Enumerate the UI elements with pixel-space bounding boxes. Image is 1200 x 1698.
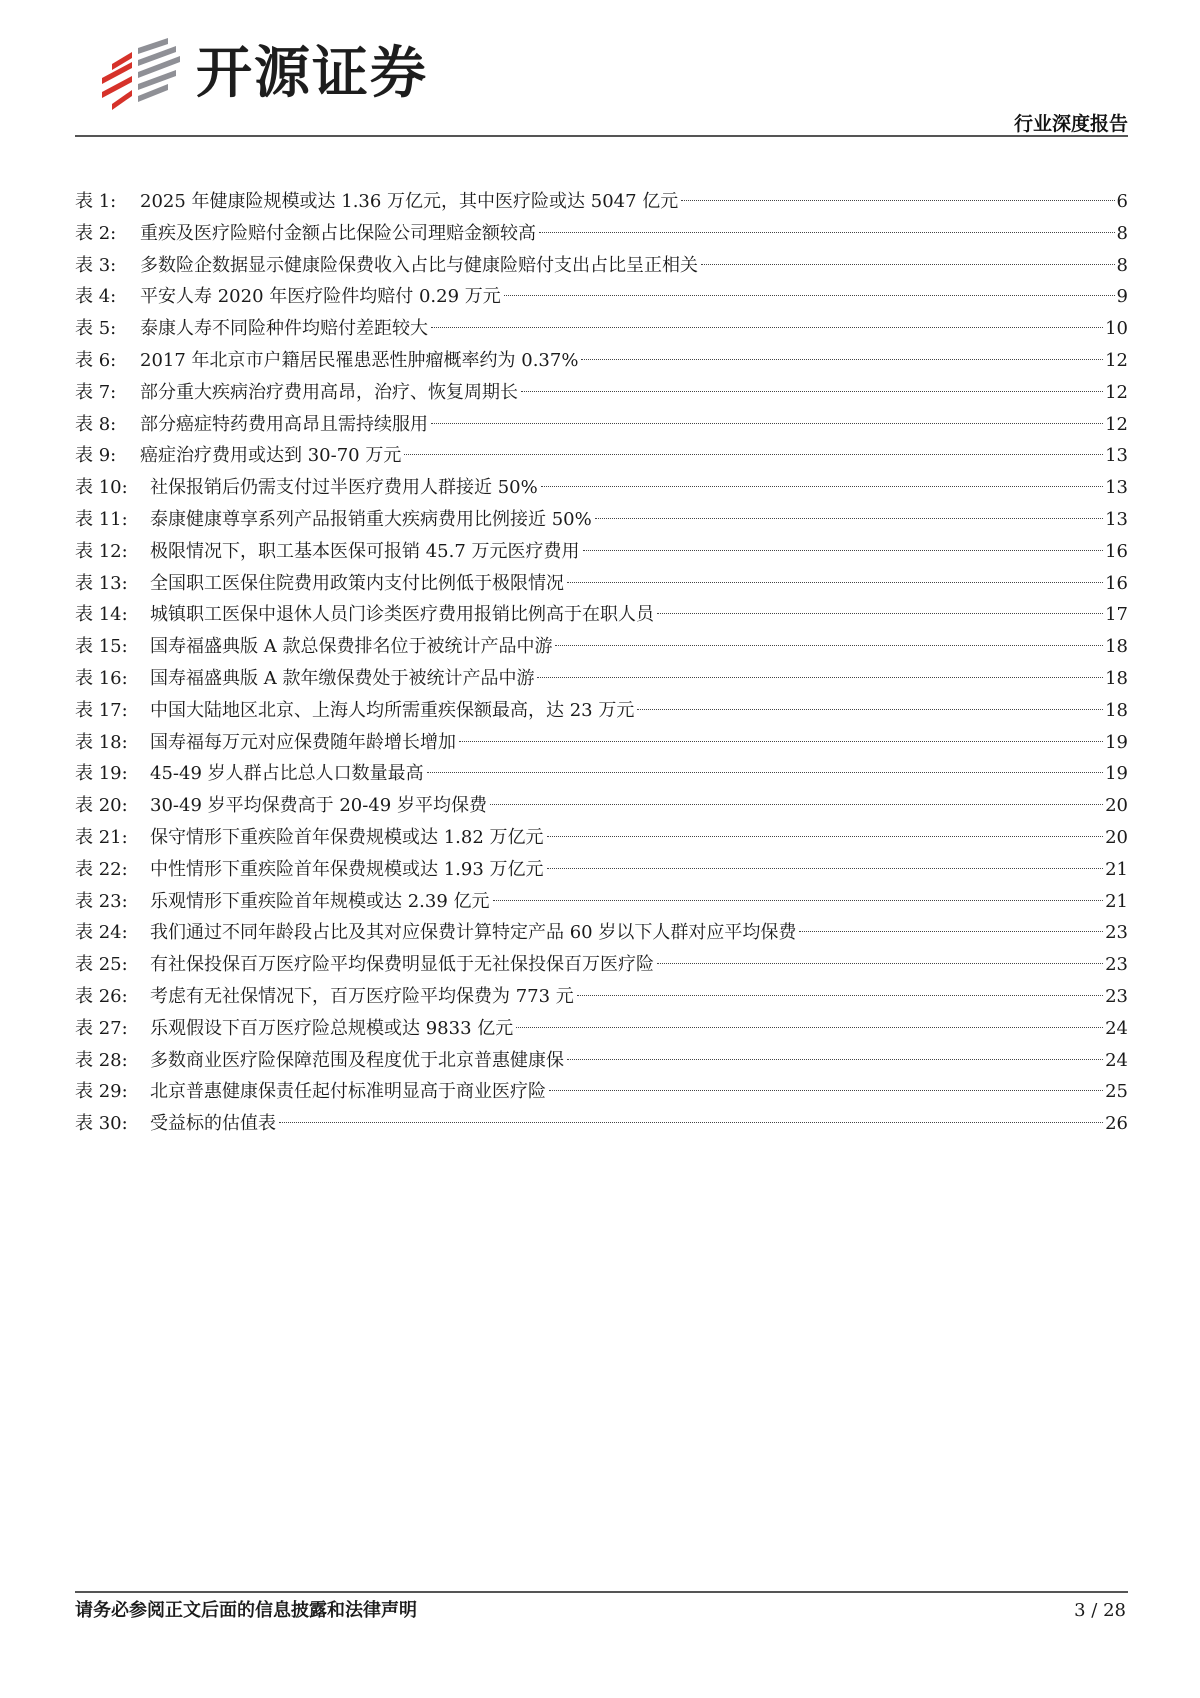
toc-leader-dots <box>493 900 1104 901</box>
toc-entry[interactable] <box>75 631 1128 663</box>
toc-entry[interactable] <box>75 345 1128 377</box>
toc-entry-page[interactable]: 6 <box>1116 191 1128 212</box>
toc-leader-dots <box>490 804 1103 805</box>
report-type-label: 行业深度报告 <box>1013 113 1128 135</box>
toc-entry[interactable] <box>75 536 1128 568</box>
toc-entry-number: 表 5: <box>75 318 117 340</box>
toc-entry[interactable] <box>75 250 1128 282</box>
toc-entry-number: 表 14: <box>75 604 128 626</box>
toc-leader-dots <box>279 1122 1103 1123</box>
toc-entry-number: 表 25: <box>75 954 128 976</box>
toc-leader-dots <box>581 359 1103 360</box>
toc-entry-number: 表 7: <box>75 381 117 403</box>
toc-leader-dots <box>427 772 1103 773</box>
toc-leader-dots <box>681 200 1114 201</box>
toc-entry-number: 表 22: <box>75 858 128 880</box>
toc-entry-page[interactable]: 17 <box>1105 604 1128 626</box>
toc-entry-number: 表 17: <box>75 699 128 721</box>
table-of-contents <box>75 186 1128 1140</box>
toc-entry[interactable] <box>75 186 1128 218</box>
toc-leader-dots <box>541 486 1103 487</box>
toc-entry-number: 表 19: <box>75 763 128 785</box>
page-indicator: 3 / 28 <box>1074 1600 1126 1621</box>
toc-entry-number: 表 26: <box>75 985 128 1007</box>
toc-entry-number: 表 18: <box>75 731 128 753</box>
toc-entry-page[interactable]: 19 <box>1105 731 1128 753</box>
toc-entry-page[interactable]: 18 <box>1105 699 1128 721</box>
toc-entry[interactable] <box>75 790 1128 822</box>
toc-entry-number: 表 6: <box>75 349 117 371</box>
toc-entry[interactable] <box>75 472 1128 504</box>
toc-leader-dots <box>637 709 1103 710</box>
toc-entry-page[interactable]: 26 <box>1105 1113 1128 1135</box>
toc-entry-title[interactable]: 北京普惠健康保责任起付标准明显高于商业医疗险 <box>150 1081 546 1103</box>
toc-entry-page[interactable]: 8 <box>1116 254 1128 276</box>
toc-entry[interactable] <box>75 981 1128 1013</box>
toc-leader-dots <box>595 518 1103 519</box>
toc-entry-title[interactable]: 45-49 岁人群占比总人口数量最高 <box>150 763 424 785</box>
toc-entry[interactable] <box>75 1076 1128 1108</box>
toc-entry-page[interactable]: 13 <box>1105 445 1128 467</box>
toc-entry-page[interactable]: 23 <box>1105 954 1128 976</box>
toc-leader-dots <box>459 741 1103 742</box>
toc-entry-page[interactable]: 23 <box>1105 922 1128 944</box>
toc-entry[interactable] <box>75 917 1128 949</box>
toc-leader-dots <box>657 963 1103 964</box>
toc-leader-dots <box>567 1059 1103 1060</box>
toc-entry-title[interactable]: 泰康人寿不同险种件均赔付差距较大 <box>140 318 428 340</box>
toc-entry-page[interactable]: 10 <box>1105 318 1128 340</box>
toc-entry-title[interactable]: 国寿福盛典版 A 款总保费排名位于被统计产品中游 <box>150 636 553 658</box>
toc-entry[interactable] <box>75 758 1128 790</box>
toc-entry[interactable] <box>75 727 1128 759</box>
toc-entry-number: 表 12: <box>75 540 128 562</box>
toc-entry-title[interactable]: 部分重大疾病治疗费用高昂，治疗、恢复周期长 <box>140 381 518 403</box>
toc-leader-dots <box>799 931 1103 932</box>
toc-entry-page[interactable]: 25 <box>1105 1081 1128 1103</box>
toc-entry[interactable] <box>75 886 1128 918</box>
toc-leader-dots <box>521 391 1103 392</box>
toc-entry-number: 表 3: <box>75 254 117 276</box>
toc-entry[interactable] <box>75 663 1128 695</box>
footer-divider <box>75 1591 1128 1593</box>
header-divider <box>75 135 1128 137</box>
toc-entry-page[interactable]: 16 <box>1105 540 1128 562</box>
toc-entry-page[interactable]: 8 <box>1116 222 1128 244</box>
toc-entry-number: 表 11: <box>75 508 128 530</box>
toc-entry-number: 表 28: <box>75 1049 128 1071</box>
toc-entry-title[interactable]: 乐观情形下重疾险首年规模或达 2.39 亿元 <box>150 890 490 912</box>
toc-entry[interactable] <box>75 1045 1128 1077</box>
page-header <box>0 0 1200 140</box>
toc-entry[interactable] <box>75 218 1128 250</box>
toc-entry-title[interactable]: 2025 年健康险规模或达 1.36 万亿元，其中医疗险或达 5047 亿元 <box>140 191 679 212</box>
toc-leader-dots <box>504 295 1115 296</box>
toc-entry[interactable] <box>75 377 1128 409</box>
toc-entry-page[interactable]: 19 <box>1105 763 1128 785</box>
toc-leader-dots <box>567 582 1103 583</box>
toc-entry[interactable] <box>75 695 1128 727</box>
toc-entry[interactable] <box>75 504 1128 536</box>
toc-entry[interactable] <box>75 949 1128 981</box>
toc-entry[interactable] <box>75 1108 1128 1140</box>
toc-entry-title[interactable]: 乐观假设下百万医疗险总规模或达 9833 亿元 <box>150 1017 514 1039</box>
toc-leader-dots <box>549 1090 1103 1091</box>
toc-entry-title[interactable]: 城镇职工医保中退休人员门诊类医疗费用报销比例高于在职人员 <box>150 604 654 626</box>
toc-entry-number: 表 4: <box>75 286 117 308</box>
toc-entry-title[interactable]: 考虑有无社保情况下，百万医疗险平均保费为 773 元 <box>150 985 574 1007</box>
toc-leader-dots <box>431 423 1103 424</box>
toc-entry-number: 表 27: <box>75 1017 128 1039</box>
toc-entry-title[interactable]: 社保报销后仍需支付过半医疗费用人群接近 50% <box>150 477 538 499</box>
toc-entry-page[interactable]: 21 <box>1105 858 1128 880</box>
toc-leader-dots <box>583 550 1104 551</box>
toc-entry-title[interactable]: 中性情形下重疾险首年保费规模或达 1.93 万亿元 <box>150 858 544 880</box>
toc-entry-title[interactable]: 2017 年北京市户籍居民罹患恶性肿瘤概率约为 0.37% <box>140 349 579 371</box>
toc-leader-dots <box>577 995 1103 996</box>
toc-entry-number: 表 23: <box>75 890 128 912</box>
toc-entry-page[interactable]: 18 <box>1105 667 1128 689</box>
toc-entry-page[interactable]: 16 <box>1105 572 1128 594</box>
toc-entry-number: 表 21: <box>75 826 128 848</box>
toc-entry-number: 表 15: <box>75 636 128 658</box>
toc-entry-title[interactable]: 有社保投保百万医疗险平均保费明显低于无社保投保百万医疗险 <box>150 954 654 976</box>
toc-entry-number: 表 10: <box>75 477 128 499</box>
toc-entry[interactable] <box>75 440 1128 472</box>
toc-entry-title[interactable]: 重疾及医疗险赔付金额占比保险公司理赔金额较高 <box>140 222 536 244</box>
toc-entry-number: 表 2: <box>75 222 117 244</box>
toc-entry-page[interactable]: 13 <box>1105 477 1128 499</box>
toc-leader-dots <box>547 836 1104 837</box>
kaiyuan-logo-icon <box>98 38 184 110</box>
toc-entry-page[interactable]: 12 <box>1105 381 1128 403</box>
toc-entry-page[interactable]: 20 <box>1105 826 1128 848</box>
toc-entry-number: 表 16: <box>75 667 128 689</box>
toc-entry-page[interactable]: 12 <box>1105 413 1128 435</box>
toc-leader-dots <box>537 677 1103 678</box>
toc-leader-dots <box>404 454 1103 455</box>
toc-entry-page[interactable]: 13 <box>1105 508 1128 530</box>
toc-entry-page[interactable]: 12 <box>1105 349 1128 371</box>
toc-entry-title[interactable]: 多数险企数据显示健康险保费收入占比与健康险赔付支出占比呈正相关 <box>140 254 698 276</box>
toc-entry-page[interactable]: 18 <box>1105 636 1128 658</box>
toc-entry-number: 表 29: <box>75 1081 128 1103</box>
disclaimer-note: 请务必参阅正文后面的信息披露和法律声明 <box>75 1600 417 1621</box>
toc-entry-title[interactable]: 我们通过不同年龄段占比及其对应保费计算特定产品 60 岁以下人群对应平均保费 <box>150 922 797 944</box>
toc-leader-dots <box>657 613 1103 614</box>
toc-entry-number: 表 24: <box>75 922 128 944</box>
toc-entry-page[interactable]: 23 <box>1105 985 1128 1007</box>
toc-leader-dots <box>539 232 1115 233</box>
toc-entry-title[interactable]: 多数商业医疗险保障范围及程度优于北京普惠健康保 <box>150 1049 564 1071</box>
toc-entry-number: 表 20: <box>75 795 128 817</box>
toc-entry-title[interactable]: 平安人寿 2020 年医疗险件均赔付 0.29 万元 <box>140 286 501 308</box>
toc-entry-title[interactable]: 国寿福每万元对应保费随年龄增长增加 <box>150 731 456 753</box>
toc-entry[interactable] <box>75 822 1128 854</box>
toc-entry-title[interactable]: 国寿福盛典版 A 款年缴保费处于被统计产品中游 <box>150 667 535 689</box>
toc-entry-number: 表 1: <box>75 191 117 212</box>
toc-entry-number: 表 13: <box>75 572 128 594</box>
toc-entry-number: 表 30: <box>75 1113 128 1135</box>
toc-entry[interactable] <box>75 599 1128 631</box>
toc-leader-dots <box>555 645 1103 646</box>
toc-entry-title[interactable]: 中国大陆地区北京、上海人均所需重疾保额最高，达 23 万元 <box>150 699 635 721</box>
toc-leader-dots <box>547 868 1104 869</box>
toc-entry-page[interactable]: 21 <box>1105 890 1128 912</box>
toc-entry-title[interactable]: 癌症治疗费用或达到 30-70 万元 <box>140 445 402 467</box>
toc-entry[interactable] <box>75 409 1128 441</box>
toc-entry-title[interactable]: 保守情形下重疾险首年保费规模或达 1.82 万亿元 <box>150 826 544 848</box>
toc-entry-number: 表 8: <box>75 413 117 435</box>
toc-entry[interactable] <box>75 313 1128 345</box>
toc-leader-dots <box>701 264 1115 265</box>
toc-entry[interactable] <box>75 854 1128 886</box>
toc-entry-page[interactable]: 9 <box>1116 286 1128 308</box>
toc-entry-title[interactable]: 部分癌症特药费用高昂且需持续服用 <box>140 413 428 435</box>
toc-entry[interactable] <box>75 281 1128 313</box>
toc-entry[interactable] <box>75 1013 1128 1045</box>
toc-entry[interactable] <box>75 568 1128 600</box>
toc-entry-page[interactable]: 20 <box>1105 795 1128 817</box>
toc-entry-title[interactable]: 全国职工医保住院费用政策内支付比例低于极限情况 <box>150 572 564 594</box>
toc-entry-page[interactable]: 24 <box>1105 1017 1128 1039</box>
toc-entry-title[interactable]: 极限情况下，职工基本医保可报销 45.7 万元医疗费用 <box>150 540 580 562</box>
toc-entry-title[interactable]: 泰康健康尊享系列产品报销重大疾病费用比例接近 50% <box>150 508 592 530</box>
toc-leader-dots <box>431 327 1103 328</box>
toc-entry-title[interactable]: 受益标的估值表 <box>150 1113 276 1135</box>
brand-name: 开源证券 <box>196 41 428 106</box>
toc-entry-title[interactable]: 30-49 岁平均保费高于 20-49 岁平均保费 <box>150 795 487 817</box>
toc-entry-number: 表 9: <box>75 445 117 467</box>
toc-entry-page[interactable]: 24 <box>1105 1049 1128 1071</box>
toc-leader-dots <box>516 1027 1103 1028</box>
